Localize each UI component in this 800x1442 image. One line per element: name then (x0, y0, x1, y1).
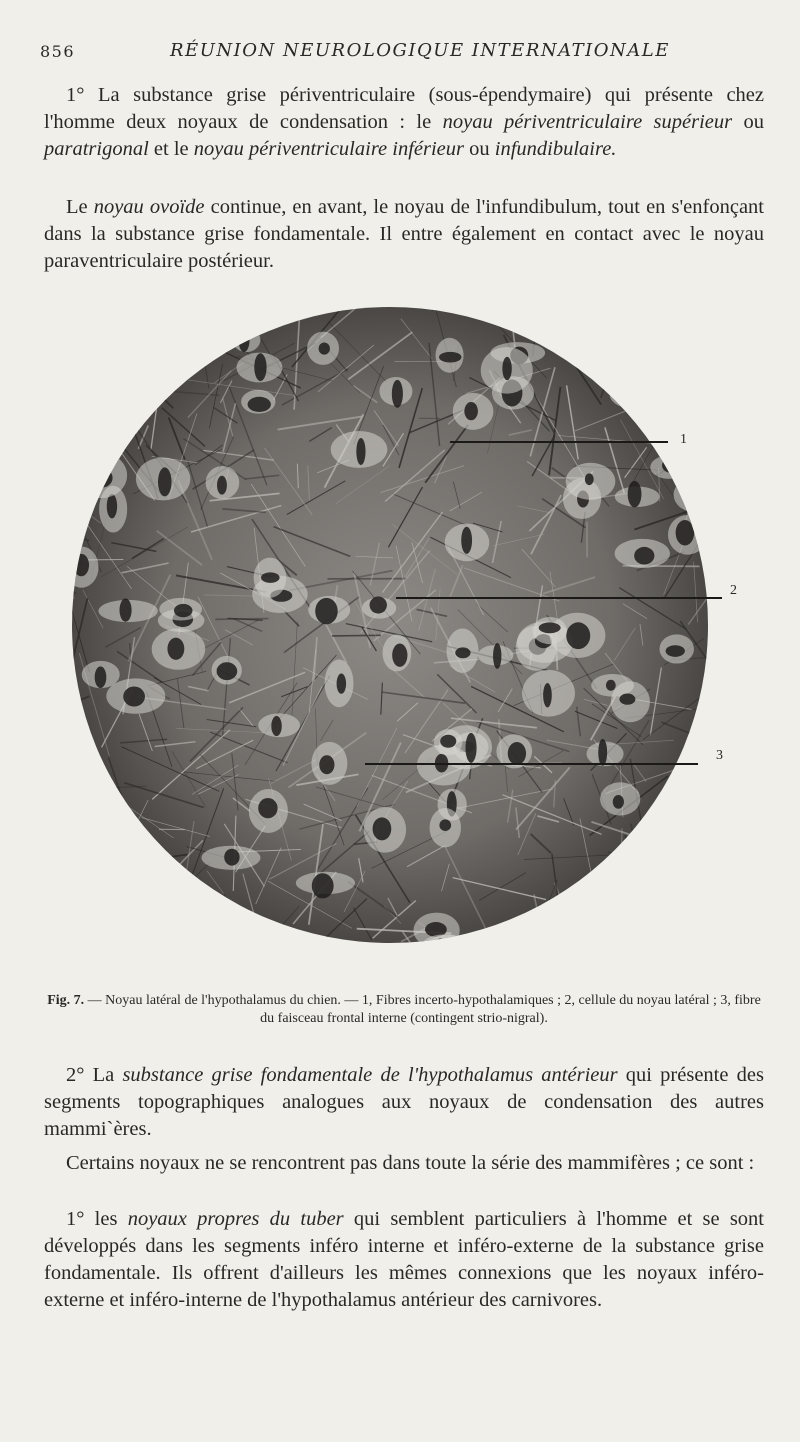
p1-text-4: et le (148, 138, 194, 160)
p4-text-0: Certains noyaux ne se rencontrent pas dans toute la série des mammifères ; ce sont : (66, 1152, 755, 1174)
p1-em-3: paratrigonal (44, 138, 149, 160)
page-number: 856 (40, 42, 76, 61)
p2-text-2: continue, en avant, le noyau de l'infundibulum, tout en s'enfonçant dans la substance grise fondamentale. Il entre également en contact avec le noyau paraventriculaire postérieur. (44, 196, 764, 272)
micrograph-image (70, 300, 750, 960)
p1-text-0: 1° La substance grise périventriculaire (sous-épendymaire) qui présente chez l'homme deux noyaux de condensation : le (44, 84, 764, 133)
caption-text: — Noyau latéral de l'hypothalamus du chien. — 1, Fibres incerto-hypothalamiques ; 2, cellule du noyau latéral ; 3, fibre du faisceau frontal interne (contingent strio-nigral). (84, 993, 761, 1026)
callout-label-2: 2 (730, 583, 737, 598)
running-head (40, 40, 760, 66)
p1-em-5: noyau périventriculaire inférieur (193, 138, 464, 160)
p1-text-2: ou (732, 111, 764, 133)
paragraph-certains-noyaux (44, 1150, 764, 1177)
p3-text-2: qui présente des segments topographiques analogues aux noyaux de condensation des autres mammi`ères. (44, 1064, 764, 1140)
p5-text-0: 1° les (66, 1208, 128, 1230)
p1-em-7: infundibulaire. (494, 138, 617, 160)
paragraph-noyau-ovoide (44, 194, 764, 275)
figure-caption (44, 992, 764, 1028)
paragraph-periventricular (44, 82, 764, 163)
p3-text-0: 2° La (66, 1064, 123, 1086)
p2-em-1: noyau ovoïde (93, 196, 205, 218)
p1-text-6: ou (464, 138, 495, 160)
p2-text-0: Le (66, 196, 94, 218)
journal-title: RÉUNION NEUROLOGIQUE INTERNATIONALE (170, 40, 670, 61)
figure-7 (70, 300, 750, 960)
figure-label: Fig. 7. (47, 993, 85, 1008)
paragraph-substance-fondamentale (44, 1062, 764, 1143)
paragraph-noyaux-tuber (44, 1206, 764, 1314)
p1-em-1: noyau périventriculaire supérieur (442, 111, 733, 133)
callout-label-1: 1 (680, 432, 687, 447)
p3-em-1: substance grise fondamentale de l'hypothalamus antérieur (122, 1064, 618, 1086)
callout-label-3: 3 (716, 748, 723, 763)
p5-em-1: noyaux propres du tuber (127, 1208, 344, 1230)
p5-text-2: qui semblent particuliers à l'homme et se sont développés dans les segments inféro interne et inféro-externe de la substance grise fondamentale. Ils offrent d'ailleurs les mêmes connexions que les noyaux inféro-externe et inféro-interne de l'hypothalamus antérieur des carnivores. (44, 1208, 764, 1311)
